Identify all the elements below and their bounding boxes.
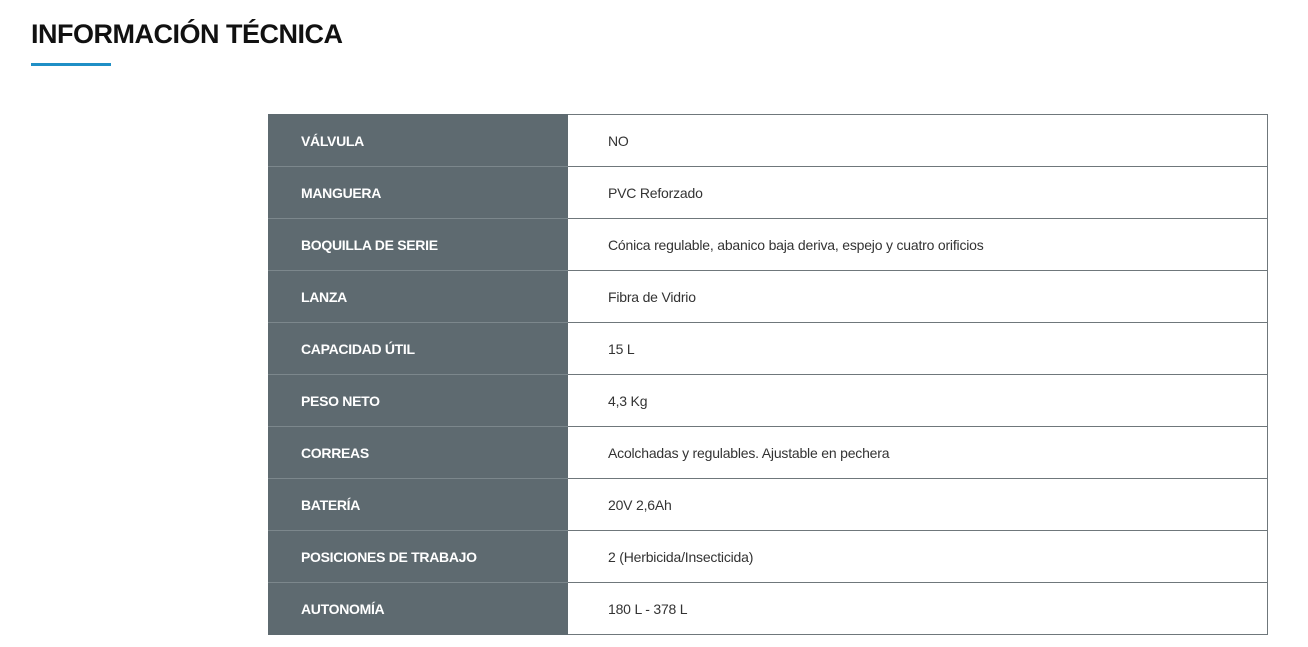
spec-value: Cónica regulable, abanico baja deriva, espejo y cuatro orificios [568,219,1268,271]
spec-label: BATERÍA [268,479,568,531]
spec-label: PESO NETO [268,375,568,427]
table-row [268,271,1268,323]
spec-value: Acolchadas y regulables. Ajustable en pechera [568,427,1268,479]
table-row [268,479,1268,531]
spec-value: 4,3 Kg [568,375,1268,427]
spec-value: 15 L [568,323,1268,375]
table-row [268,375,1268,427]
table-row [268,115,1268,167]
table-row [268,167,1268,219]
spec-label: AUTONOMÍA [268,583,568,635]
spec-value: Fibra de Vidrio [568,271,1268,323]
spec-value: 180 L - 378 L [568,583,1268,635]
spec-label: BOQUILLA DE SERIE [268,219,568,271]
spec-label: CAPACIDAD ÚTIL [268,323,568,375]
section-title: INFORMACIÓN TÉCNICA [31,19,343,49]
table-row [268,531,1268,583]
spec-value: 20V 2,6Ah [568,479,1268,531]
spec-label: POSICIONES DE TRABAJO [268,531,568,583]
spec-value: 2 (Herbicida/Insecticida) [568,531,1268,583]
table-row [268,583,1268,635]
spec-label: LANZA [268,271,568,323]
technical-specs-table [268,114,1268,635]
spec-label: CORREAS [268,427,568,479]
table-row [268,427,1268,479]
table-row [268,219,1268,271]
spec-label: MANGUERA [268,167,568,219]
table-row [268,323,1268,375]
title-underline [31,63,111,66]
spec-value: PVC Reforzado [568,167,1268,219]
spec-value: NO [568,115,1268,167]
spec-label: VÁLVULA [268,115,568,167]
